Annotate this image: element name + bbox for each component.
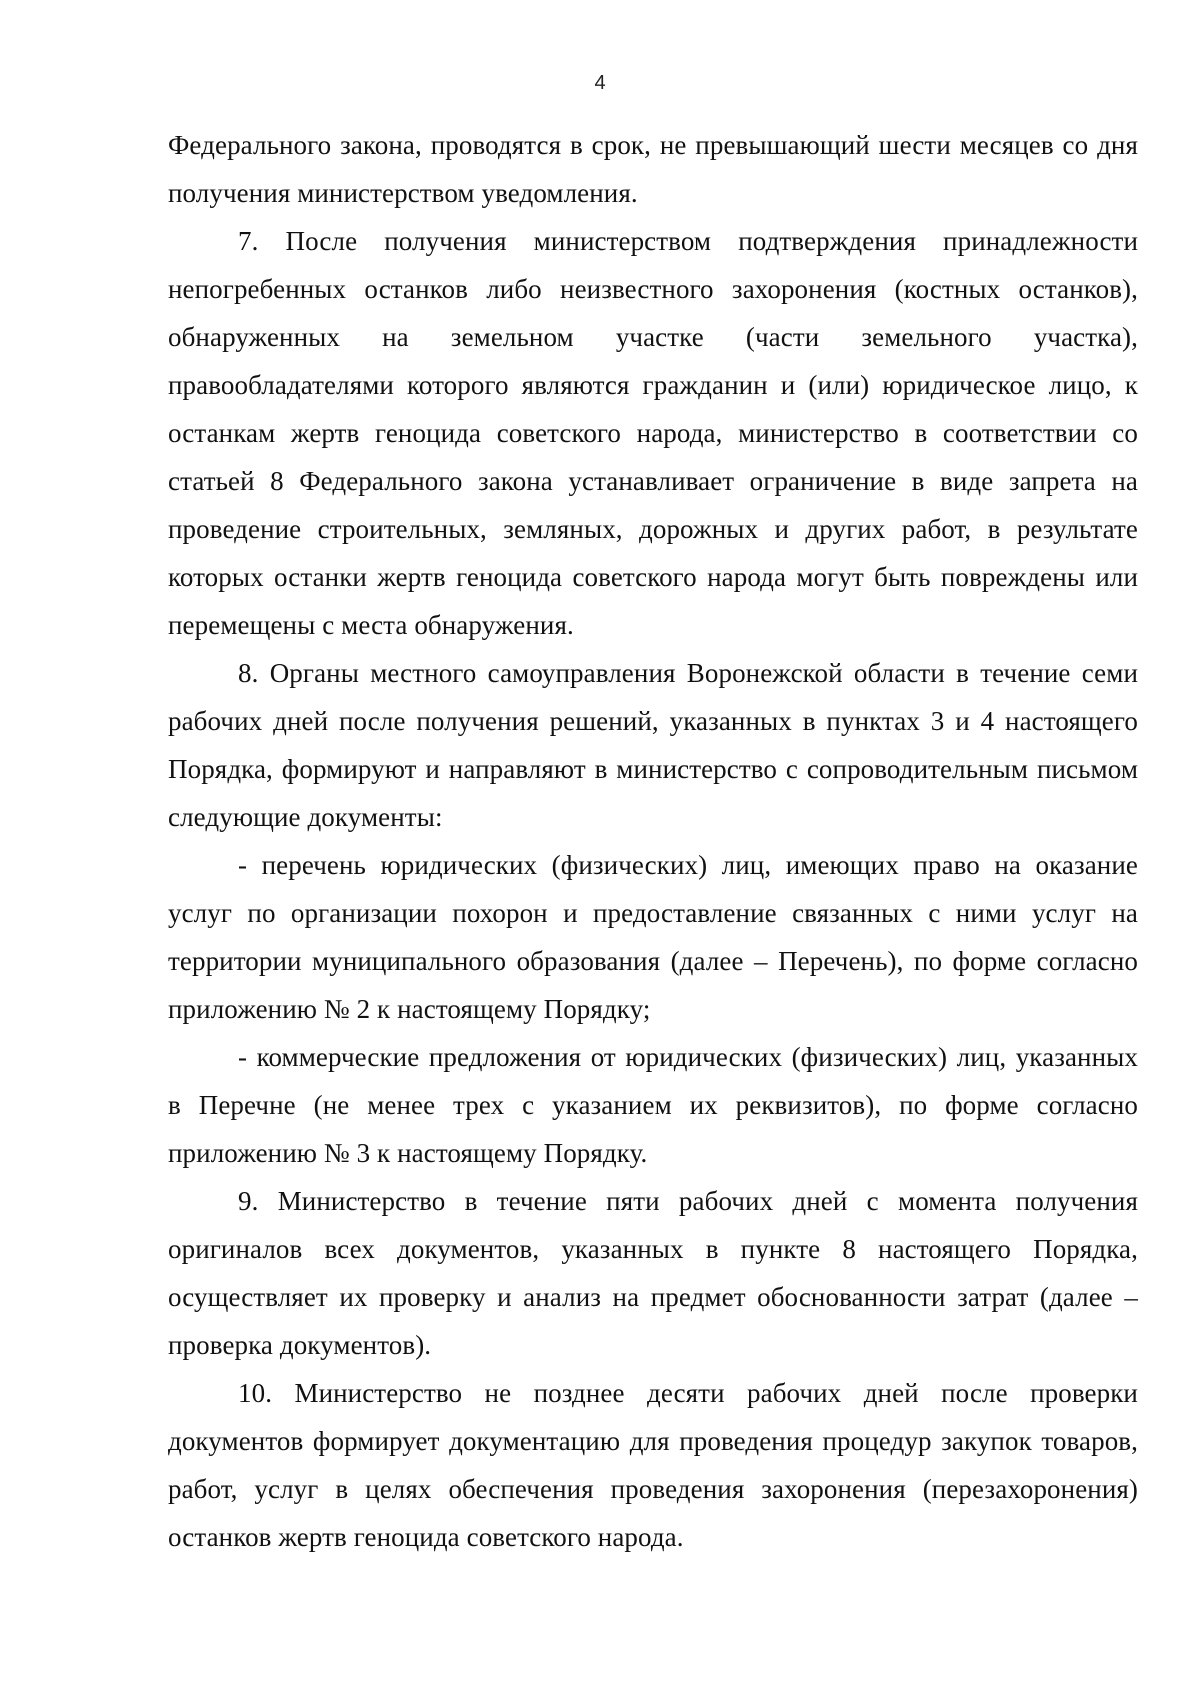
- paragraph-item-8: 8. Органы местного самоуправления Воронежской области в течение семи рабочих дней после получения решений, указанных в пунктах 3 и 4 настоящего Порядка, формируют и направляют в министерство с сопроводительным письмом следующие документы:: [168, 658, 1138, 832]
- document-body: [168, 121, 1138, 1561]
- paragraph-list-item-commercial-offers: - коммерческие предложения от юридических (физических) лиц, указанных в Перечне (не менее трех с указанием их реквизитов), по форме согласно приложению № 3 к настоящему Порядку.: [168, 1042, 1138, 1168]
- page-number: 4: [594, 72, 606, 94]
- paragraph-item-7: 7. После получения министерством подтверждения принадлежности непогребенных останков либо неизвестного захоронения (костных останков), обнаруженных на земельном участке (части земельного участка), правообладателями которого являются гражданин и (или) юридическое лицо, к останкам жертв геноцида советского народа, министерство в соответствии со статьей 8 Федерального закона устанавливает ограничение в виде запрета на проведение строительных, земляных, дорожных и других работ, в результате которых останки жертв геноцида советского народа могут быть повреждены или перемещены с места обнаружения.: [168, 226, 1138, 640]
- paragraph-continuation: Федерального закона, проводятся в срок, не превышающий шести месяцев со дня получения министерством уведомления.: [168, 130, 1138, 208]
- paragraph-list-item-perechen: - перечень юридических (физических) лиц, имеющих право на оказание услуг по организации похорон и предоставление связанных с ними услуг на территории муниципального образования (далее – Перечень), по форме согласно приложению № 2 к настоящему Порядку;: [168, 850, 1138, 1024]
- paragraph-item-10: 10. Министерство не позднее десяти рабочих дней после проверки документов формирует документацию для проведения процедур закупок товаров, работ, услуг в целях обеспечения проведения захоронения (перезахоронения) останков жертв геноцида советского народа.: [168, 1378, 1138, 1552]
- paragraph-item-9: 9. Министерство в течение пяти рабочих дней с момента получения оригиналов всех документов, указанных в пункте 8 настоящего Порядка, осуществляет их проверку и анализ на предмет обоснованности затрат (далее – проверка документов).: [168, 1186, 1138, 1360]
